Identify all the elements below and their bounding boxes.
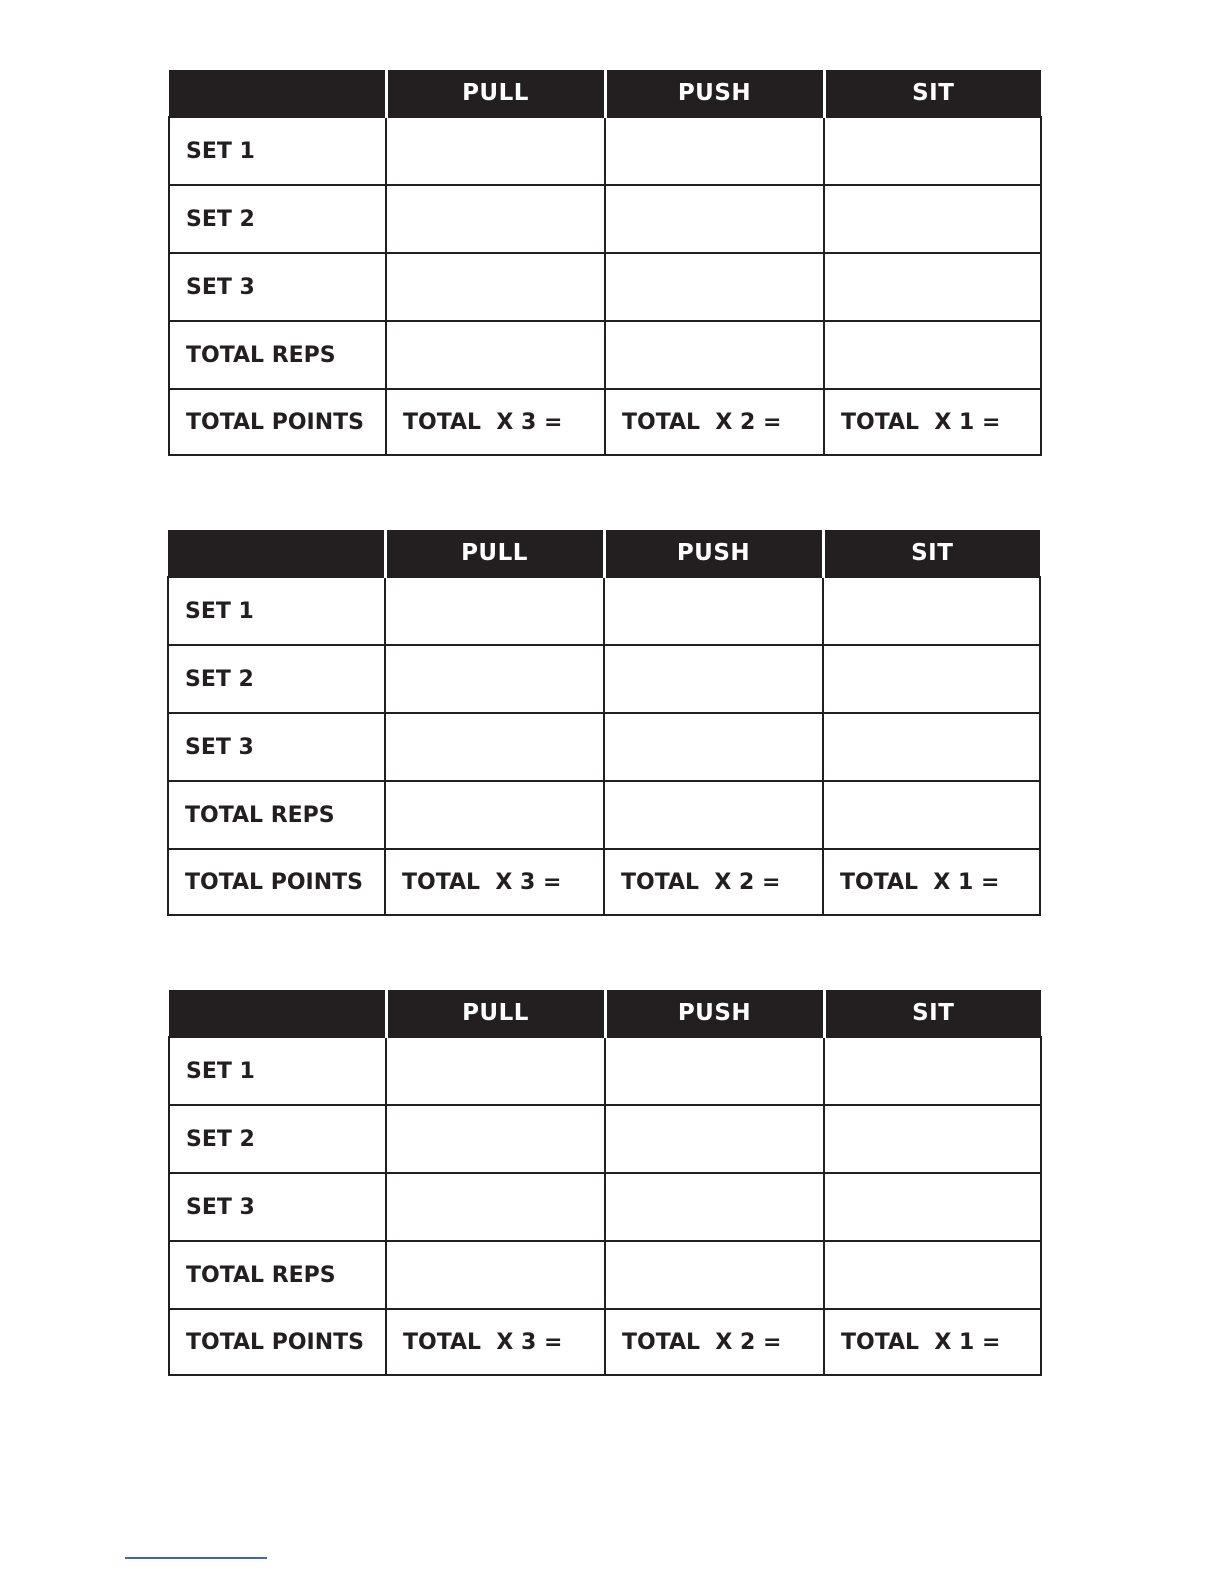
table-row: [169, 1241, 1041, 1309]
table-row: [168, 645, 1040, 713]
row-label: SET 3: [168, 713, 385, 781]
table-row: [168, 849, 1040, 915]
entry-cell[interactable]: [823, 713, 1040, 781]
row-label: SET 1: [169, 117, 386, 185]
table-row: [169, 1037, 1041, 1105]
points-formula-cell: TOTAL X 2 =: [605, 389, 824, 455]
column-header: PUSH: [604, 530, 823, 577]
entry-cell[interactable]: [605, 117, 824, 185]
entry-cell[interactable]: [604, 645, 823, 713]
row-label: TOTAL REPS: [169, 321, 386, 389]
header-blank-cell: [169, 990, 386, 1037]
table-row: [169, 1105, 1041, 1173]
header-row: [169, 990, 1041, 1037]
entry-cell[interactable]: [385, 713, 604, 781]
column-header: PULL: [385, 530, 604, 577]
entry-cell[interactable]: [823, 577, 1040, 645]
entry-cell[interactable]: [385, 645, 604, 713]
points-formula-cell: TOTAL X 3 =: [386, 389, 605, 455]
score-table-3: [168, 990, 1042, 1376]
entry-cell[interactable]: [824, 321, 1041, 389]
points-formula-cell: TOTAL X 3 =: [386, 1309, 605, 1375]
entry-cell[interactable]: [605, 321, 824, 389]
row-label: SET 3: [169, 1173, 386, 1241]
entry-cell[interactable]: [386, 1105, 605, 1173]
entry-cell[interactable]: [605, 1105, 824, 1173]
entry-cell[interactable]: [386, 1173, 605, 1241]
entry-cell[interactable]: [605, 1241, 824, 1309]
table-row: [169, 117, 1041, 185]
entry-cell[interactable]: [386, 117, 605, 185]
entry-cell[interactable]: [604, 713, 823, 781]
column-header: PULL: [386, 70, 605, 117]
row-label: TOTAL POINTS: [169, 1309, 386, 1375]
header-row: [169, 70, 1041, 117]
header-blank-cell: [169, 70, 386, 117]
header-blank-cell: [168, 530, 385, 577]
entry-cell[interactable]: [386, 321, 605, 389]
table-row: [169, 253, 1041, 321]
entry-cell[interactable]: [824, 1173, 1041, 1241]
table-row: [168, 713, 1040, 781]
entry-cell[interactable]: [824, 117, 1041, 185]
column-header: SIT: [824, 70, 1041, 117]
row-label: TOTAL REPS: [168, 781, 385, 849]
row-label: SET 3: [169, 253, 386, 321]
points-formula-cell: TOTAL X 3 =: [385, 849, 604, 915]
entry-cell[interactable]: [604, 781, 823, 849]
points-formula-cell: TOTAL X 1 =: [824, 389, 1041, 455]
entry-cell[interactable]: [824, 1105, 1041, 1173]
column-header: PUSH: [605, 990, 824, 1037]
score-table-2: [167, 530, 1041, 916]
entry-cell[interactable]: [385, 577, 604, 645]
entry-cell[interactable]: [824, 1037, 1041, 1105]
table-row: [169, 321, 1041, 389]
column-header: SIT: [823, 530, 1040, 577]
row-label: TOTAL POINTS: [168, 849, 385, 915]
entry-cell[interactable]: [824, 1241, 1041, 1309]
row-label: SET 2: [169, 1105, 386, 1173]
row-label: TOTAL POINTS: [169, 389, 386, 455]
entry-cell[interactable]: [824, 185, 1041, 253]
header-row: [168, 530, 1040, 577]
entry-cell[interactable]: [823, 781, 1040, 849]
column-header: PULL: [386, 990, 605, 1037]
table-row: [169, 185, 1041, 253]
entry-cell[interactable]: [386, 185, 605, 253]
footer-link-underline: [125, 1557, 267, 1559]
column-header: SIT: [824, 990, 1041, 1037]
table-row: [169, 389, 1041, 455]
points-formula-cell: TOTAL X 1 =: [823, 849, 1040, 915]
entry-cell[interactable]: [386, 253, 605, 321]
table-row: [169, 1309, 1041, 1375]
entry-cell[interactable]: [604, 577, 823, 645]
entry-cell[interactable]: [605, 253, 824, 321]
entry-cell[interactable]: [605, 1173, 824, 1241]
row-label: SET 2: [169, 185, 386, 253]
row-label: SET 2: [168, 645, 385, 713]
column-header: PUSH: [605, 70, 824, 117]
row-label: SET 1: [169, 1037, 386, 1105]
points-formula-cell: TOTAL X 2 =: [605, 1309, 824, 1375]
entry-cell[interactable]: [386, 1241, 605, 1309]
table-row: [168, 781, 1040, 849]
row-label: SET 1: [168, 577, 385, 645]
table-row: [168, 577, 1040, 645]
table-row: [169, 1173, 1041, 1241]
points-formula-cell: TOTAL X 1 =: [824, 1309, 1041, 1375]
entry-cell[interactable]: [823, 645, 1040, 713]
entry-cell[interactable]: [605, 185, 824, 253]
entry-cell[interactable]: [386, 1037, 605, 1105]
entry-cell[interactable]: [824, 253, 1041, 321]
entry-cell[interactable]: [385, 781, 604, 849]
points-formula-cell: TOTAL X 2 =: [604, 849, 823, 915]
row-label: TOTAL REPS: [169, 1241, 386, 1309]
entry-cell[interactable]: [605, 1037, 824, 1105]
score-table-1: [168, 70, 1042, 456]
